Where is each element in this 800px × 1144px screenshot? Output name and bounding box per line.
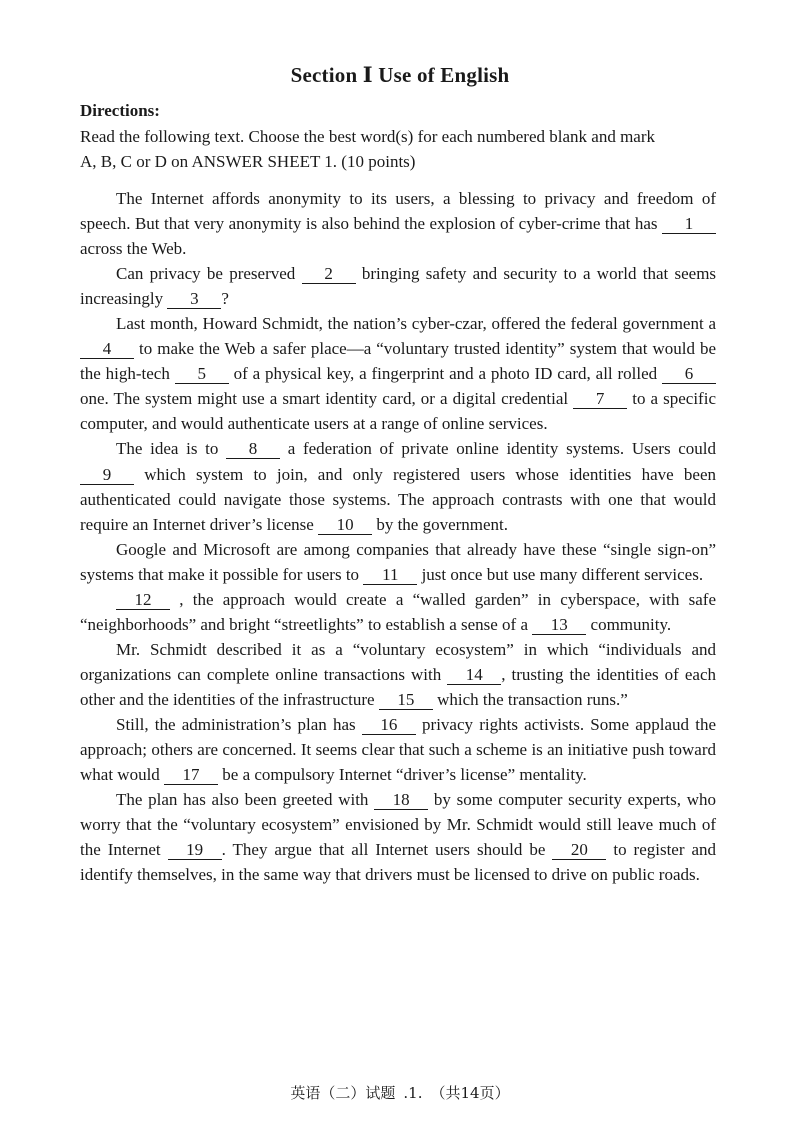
blank-3: 3 [167, 290, 221, 309]
passage-text: by the government. [376, 514, 509, 534]
section-title: Section Ⅰ Use of English [290, 63, 510, 87]
passage-text: of a physical key, a fingerprint and a photo ID card, all rolled [233, 364, 658, 384]
blank-7: 7 [573, 390, 627, 409]
passage-text: by some computer security experts, who worry that the “voluntary ecosystem” envisioned by Mr. Schmidt would still leave much of the Internet [80, 790, 717, 860]
blank-13: 13 [532, 616, 586, 635]
paragraph-4 [80, 436, 716, 536]
blank-18: 18 [374, 791, 428, 810]
blank-14: 14 [447, 666, 501, 685]
blank-2: 2 [302, 265, 356, 284]
passage-text: Google and Microsoft are among companies that already have these “single sign-on” systems that make it possible for users to [80, 539, 716, 584]
directions-text [80, 124, 720, 174]
blank-8: 8 [226, 440, 280, 459]
paragraph-6 [80, 587, 716, 637]
blank-19: 19 [168, 841, 222, 860]
blank-20: 20 [552, 841, 606, 860]
blank-11: 11 [363, 566, 417, 585]
footer-page-number: .1. [403, 1084, 423, 1102]
paragraph-2 [80, 261, 716, 311]
blank-16: 16 [362, 716, 416, 735]
page-footer [0, 1082, 800, 1103]
passage-text: to register and identify themselves, in the same way that drivers must be licensed to drive on public roads. [80, 840, 717, 885]
passage-text: The idea is to [116, 439, 219, 459]
blank-1: 1 [662, 215, 716, 234]
passage-text: community. [590, 614, 672, 634]
blank-5: 5 [175, 365, 229, 384]
blank-4: 4 [80, 340, 134, 359]
passage-text: The plan has also been greeted with [116, 790, 369, 810]
paragraph-8 [80, 712, 716, 787]
reading-passage [80, 186, 716, 887]
passage-text: to make the Web a safer place—a “voluntary trusted identity” system that would be the high-tech [80, 339, 717, 384]
passage-text: bringing safety and security to a world that seems increasingly [80, 264, 717, 309]
passage-text: be a compulsory Internet “driver’s license” mentality. [222, 765, 587, 785]
passage-text: one. The system might use a smart identity card, or a digital credential [80, 389, 569, 409]
passage-text: , trusting the identities of each other and the identities of the infrastructure [80, 664, 716, 709]
directions-line-1: Read the following text. Choose the best word(s) for each numbered blank and mark [80, 127, 656, 146]
passage-text: across the Web. [80, 239, 187, 259]
paragraph-5 [80, 537, 716, 587]
paragraph-9 [80, 787, 716, 887]
directions-line-2: A, B, C or D on ANSWER SHEET 1. (10 points) [80, 152, 416, 171]
blank-9: 9 [80, 466, 134, 485]
passage-text: privacy rights activists. Some applaud the approach; others are concerned. It seems clear that such a scheme is an initiative push toward what would [80, 714, 717, 785]
blank-10: 10 [318, 516, 372, 535]
paragraph-1 [80, 186, 716, 261]
paragraph-3 [80, 311, 716, 436]
blank-12: 12 [116, 591, 170, 610]
passage-text: Can privacy be preserved [116, 264, 296, 284]
passage-text: Last month, Howard Schmidt, the nation’s cyber-czar, offered the federal government a [116, 314, 716, 334]
passage-text: to a specific computer, and would authenticate users at a range of online services. [80, 389, 716, 434]
passage-text: just once but use many different services. [421, 564, 704, 584]
directions-label: Directions: [80, 101, 160, 120]
passage-text: . They argue that all Internet users should be [221, 840, 546, 860]
blank-17: 17 [164, 766, 218, 785]
passage-text: ? [221, 289, 229, 309]
blank-15: 15 [379, 691, 433, 710]
footer-total-pages: （共14页） [430, 1084, 510, 1102]
passage-text: which system to join, and only registered users whose identities have been authenticated could navigate those systems. The approach contrasts with one that would require an Internet driver’s license [80, 464, 717, 534]
paragraph-7 [80, 637, 716, 712]
passage-text: a federation of private online identity systems. Users could [287, 439, 717, 459]
passage-text: Mr. Schmidt described it as a “voluntary ecosystem” in which “individuals and organizations can complete online transactions with [80, 639, 716, 684]
passage-text: The Internet affords anonymity to its users, a blessing to privacy and freedom of speech. But that very anonymity is also behind the explosion of cyber-crime that has [80, 189, 716, 234]
footer-subject: 英语（二）试题 [290, 1084, 396, 1102]
passage-text: , the approach would create a “walled garden” in cyberspace, with safe “neighborhoods” and bright “streetlights” to establish a sense of a [80, 589, 717, 634]
blank-6: 6 [662, 365, 716, 384]
passage-text: which the transaction runs.” [437, 689, 628, 709]
passage-text: Still, the administration’s plan has [116, 714, 356, 734]
